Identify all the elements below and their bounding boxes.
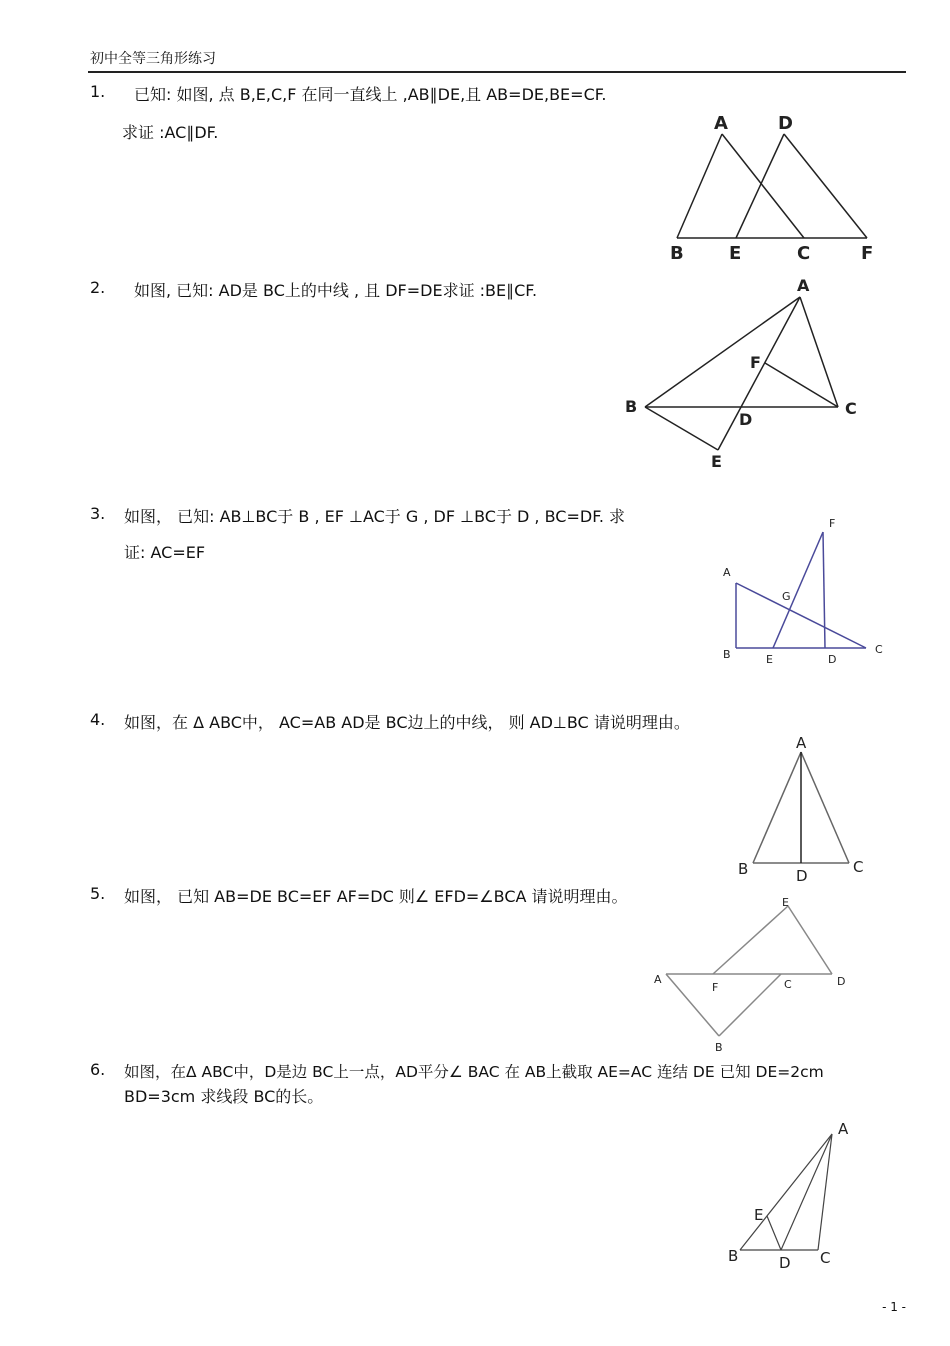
- fig3-line-AC: [736, 583, 866, 648]
- figure-4: [735, 730, 870, 885]
- header-rule: [88, 71, 906, 73]
- figure-6: [725, 1118, 860, 1273]
- fig3-label-C: C: [875, 643, 883, 656]
- fig6-line-ED: [767, 1216, 781, 1250]
- fig2-label-F: F: [750, 353, 761, 372]
- fig3-label-G: G: [782, 590, 791, 603]
- problem-5-text: 如图， 已知 AB=DE BC=EF AF=DC 则∠ EFD=∠BCA 请说明理由。: [124, 887, 628, 906]
- fig1-label-D: D: [778, 113, 793, 134]
- problem-3-text-2: 证: AC=EF: [124, 543, 206, 562]
- problem-3-text: 如图， 已知: AB⊥BC于 B , EF ⊥AC于 G , DF ⊥BC于 D , BC=DF. 求: [124, 507, 626, 526]
- problem-4-text: 如图，在 Δ ABC中， AC=AB AD是 BC边上的中线， 则 AD⊥BC 请说明理由。: [124, 713, 690, 732]
- fig1-line-AC: [722, 134, 804, 238]
- fig2-line-AB: [645, 297, 800, 407]
- fig6-label-C: C: [820, 1249, 831, 1267]
- fig4-label-A: A: [796, 734, 807, 752]
- fig2-label-E: E: [711, 452, 722, 471]
- fig1-line-DE: [736, 134, 784, 238]
- fig3-label-B: B: [723, 648, 731, 661]
- fig2-line-CF: [765, 363, 838, 407]
- figure-5: [650, 893, 855, 1058]
- fig1-label-F: F: [861, 243, 874, 264]
- fig3-label-E: E: [766, 653, 773, 666]
- fig4-label-C: C: [853, 858, 864, 876]
- fig5-line-BC: [719, 974, 781, 1036]
- problem-6-text: 如图，在Δ ABC中，D是边 BC上一点，AD平分∠ BAC 在 AB上截取 AE=AC 连结 DE 已知 DE=2cm: [124, 1063, 824, 1081]
- fig2-line-AE: [718, 297, 800, 450]
- fig6-label-B: B: [728, 1247, 739, 1265]
- problem-4-number: 4.: [90, 710, 106, 729]
- fig6-line-AB: [740, 1134, 832, 1250]
- fig6-line-AD: [781, 1134, 832, 1250]
- fig3-line-FD: [823, 532, 825, 648]
- fig4-line-AB: [753, 752, 801, 863]
- fig6-label-E: E: [754, 1206, 764, 1224]
- problem-6-text-2: BD=3cm 求线段 BC的长。: [124, 1087, 324, 1106]
- fig5-label-C: C: [784, 978, 792, 991]
- fig5-label-E: E: [782, 896, 789, 909]
- fig5-label-B: B: [715, 1041, 723, 1054]
- page-header-title: 初中全等三角形练习: [90, 51, 216, 67]
- problem-2-text: 如图, 已知: AD是 BC上的中线 , 且 DF=DE求证 :BE∥CF.: [134, 281, 538, 300]
- problem-2-number: 2.: [90, 278, 106, 297]
- fig3-label-F: F: [829, 517, 836, 530]
- figure-2: [620, 275, 870, 475]
- fig2-label-D: D: [739, 410, 753, 429]
- fig5-label-D: D: [837, 975, 846, 988]
- fig5-label-F: F: [712, 981, 719, 994]
- fig5-label-A: A: [654, 973, 662, 986]
- problem-5-number: 5.: [90, 884, 106, 903]
- fig2-label-A: A: [797, 276, 810, 295]
- fig2-line-AC: [800, 297, 838, 407]
- fig2-label-C: C: [845, 399, 857, 418]
- fig5-line-ED: [788, 906, 832, 974]
- fig2-line-BE: [645, 407, 718, 450]
- fig4-line-AC: [801, 752, 849, 863]
- figure-1: [660, 105, 890, 265]
- problem-3-number: 3.: [90, 504, 106, 523]
- fig5-line-FE: [713, 906, 788, 974]
- fig4-label-D: D: [796, 867, 808, 885]
- fig3-line-FE: [773, 532, 823, 648]
- fig1-label-B: B: [670, 243, 684, 264]
- fig1-line-DF: [784, 134, 867, 238]
- figure-3: [715, 512, 890, 672]
- fig3-label-A: A: [723, 566, 731, 579]
- page-number: - 1 -: [882, 1300, 906, 1314]
- problem-6-number: 6.: [90, 1060, 106, 1079]
- problem-1-text: 已知: 如图, 点 B,E,C,F 在同一直线上 ,AB∥DE,且 AB=DE,BE=CF.: [134, 85, 607, 104]
- fig6-label-D: D: [779, 1254, 791, 1272]
- fig1-label-E: E: [729, 243, 742, 264]
- fig1-line-AB: [677, 134, 722, 238]
- problem-1-text-2: 求证 :AC∥DF.: [122, 123, 219, 142]
- fig1-label-C: C: [797, 243, 811, 264]
- fig2-label-B: B: [625, 397, 638, 416]
- fig6-label-A: A: [838, 1120, 849, 1138]
- fig1-label-A: A: [714, 113, 728, 134]
- fig3-label-D: D: [828, 653, 837, 666]
- problem-1-number: 1.: [90, 82, 106, 101]
- fig4-label-B: B: [738, 860, 749, 878]
